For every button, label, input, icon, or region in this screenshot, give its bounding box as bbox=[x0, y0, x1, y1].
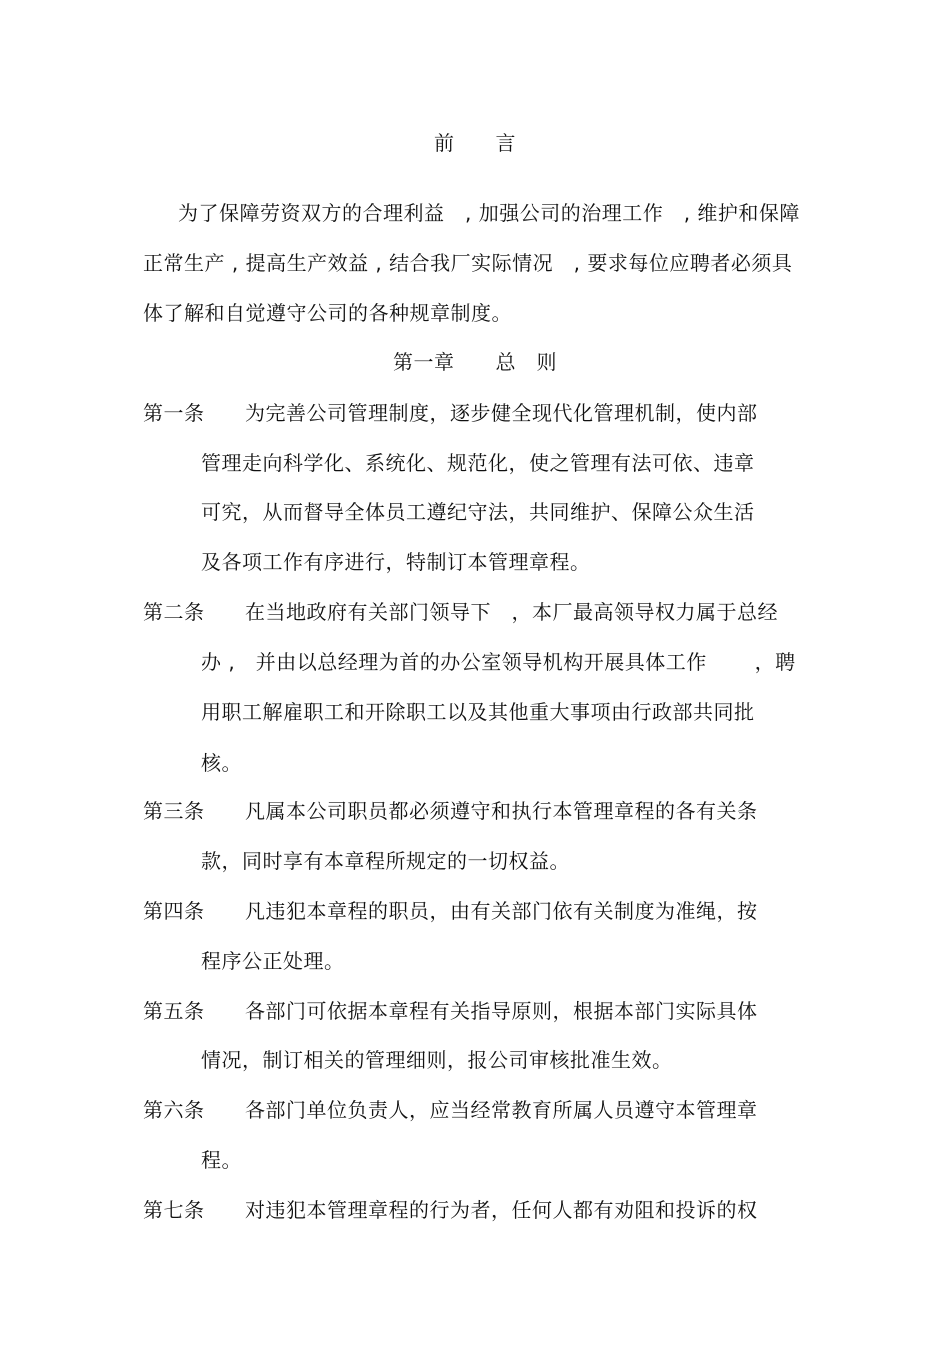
article-number: 第七条 bbox=[143, 1198, 205, 1222]
article-line: 管理走向科学化、系统化、规范化，使之管理有法可依、违章 bbox=[201, 451, 755, 475]
article-line: 可究，从而督导全体员工遵纪守法，共同维护、保障公众生活 bbox=[201, 500, 755, 524]
article-line: 凡属本公司职员都必须遵守和执行本管理章程的各有关条 bbox=[245, 799, 758, 823]
article-line: 办 , 并由以总经理为首的办公室领导机构开展具体工作 ，聘 bbox=[201, 650, 796, 674]
article-line: 用职工解雇职工和开除职工以及其他重大事项由行政部共同批 bbox=[201, 700, 755, 724]
article-line: 款，同时享有本章程所规定的一切权益。 bbox=[201, 849, 570, 873]
article-number: 第一条 bbox=[143, 401, 205, 425]
preface-line: 正常生产 , 提高生产效益 , 结合我厂实际情况 , 要求每位应聘者必须具 bbox=[143, 251, 793, 275]
preface-line: 为了保障劳资双方的合理利益 , 加强公司的治理工作 , 维护和保障 bbox=[178, 201, 800, 225]
article-number: 第四条 bbox=[143, 899, 205, 923]
article-line: 对违犯本管理章程的行为者，任何人都有劝阻和投诉的权 bbox=[245, 1198, 758, 1222]
article-line: 在当地政府有关部门领导下 ，本厂最高领导权力属于总经 bbox=[245, 600, 778, 624]
article-number: 第六条 bbox=[143, 1098, 205, 1122]
article-line: 程。 bbox=[201, 1148, 242, 1172]
chapter-title: 第一章 总 则 bbox=[393, 350, 557, 374]
article-line: 为完善公司管理制度，逐步健全现代化管理机制，使内部 bbox=[245, 401, 758, 425]
article-number: 第五条 bbox=[143, 999, 205, 1023]
preface-title: 前 言 bbox=[434, 131, 516, 155]
article-line: 各部门单位负责人，应当经常教育所属人员遵守本管理章 bbox=[245, 1098, 758, 1122]
article-number: 第二条 bbox=[143, 600, 205, 624]
article-line: 情况，制订相关的管理细则，报公司审核批准生效。 bbox=[201, 1048, 673, 1072]
article-line: 各部门可依据本章程有关指导原则，根据本部门实际具体 bbox=[245, 999, 758, 1023]
article-line: 及各项工作有序进行，特制订本管理章程。 bbox=[201, 550, 591, 574]
article-line: 程序公正处理。 bbox=[201, 949, 345, 973]
article-number: 第三条 bbox=[143, 799, 205, 823]
article-line: 核。 bbox=[201, 751, 242, 775]
preface-line: 体了解和自觉遵守公司的各种规章制度。 bbox=[143, 301, 512, 325]
article-line: 凡违犯本章程的职员，由有关部门依有关制度为准绳，按 bbox=[245, 899, 758, 923]
